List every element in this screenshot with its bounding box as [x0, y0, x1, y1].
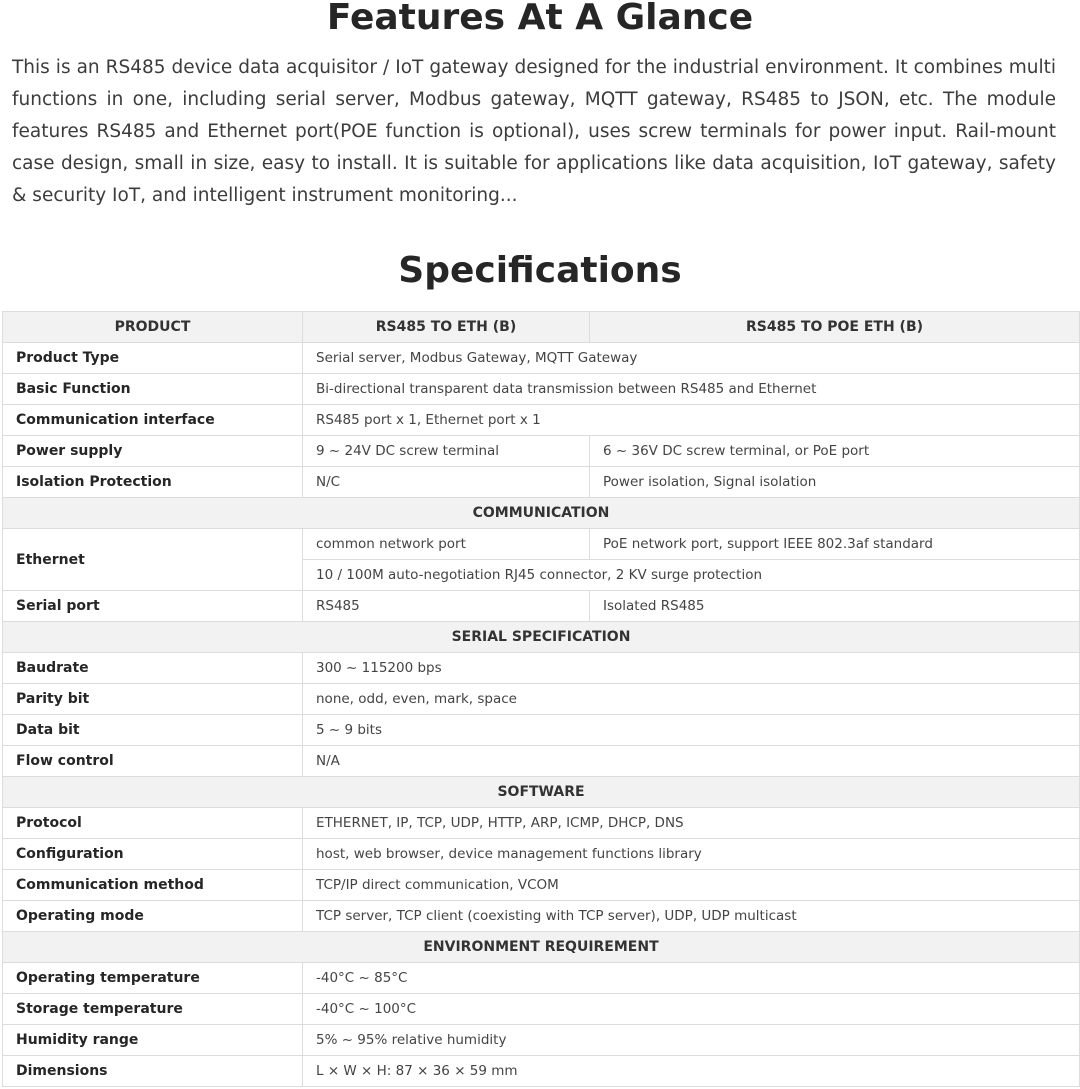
table-row — [3, 839, 1080, 870]
table-row — [3, 529, 1080, 560]
row-value: 5% ~ 95% relative humidity — [303, 1025, 1080, 1056]
row-label: Storage temperature — [3, 994, 303, 1025]
row-value: 5 ~ 9 bits — [303, 715, 1080, 746]
table-row — [3, 746, 1080, 777]
row-value-a: RS485 — [303, 591, 590, 622]
table-row — [3, 467, 1080, 498]
row-value-b: 6 ~ 36V DC screw terminal, or PoE port — [590, 436, 1080, 467]
row-value: none, odd, even, mark, space — [303, 684, 1080, 715]
section-heading: SERIAL SPECIFICATION — [3, 622, 1080, 653]
row-value-a: 9 ~ 24V DC screw terminal — [303, 436, 590, 467]
row-value: ETHERNET, IP, TCP, UDP, HTTP, ARP, ICMP, DHCP, DNS — [303, 808, 1080, 839]
row-value: 300 ~ 115200 bps — [303, 653, 1080, 684]
row-label: Communication method — [3, 870, 303, 901]
row-label: Data bit — [3, 715, 303, 746]
section-heading: SOFTWARE — [3, 777, 1080, 808]
row-label: Operating temperature — [3, 963, 303, 994]
row-label: Flow control — [3, 746, 303, 777]
section-software — [3, 777, 1080, 808]
row-value: host, web browser, device management functions library — [303, 839, 1080, 870]
table-row — [3, 870, 1080, 901]
table-row — [3, 1025, 1080, 1056]
row-label: Basic Function — [3, 374, 303, 405]
specifications-title: Specifications — [398, 250, 682, 291]
table-row — [3, 808, 1080, 839]
row-value: TCP server, TCP client (coexisting with TCP server), UDP, UDP multicast — [303, 901, 1080, 932]
row-value-a: N/C — [303, 467, 590, 498]
table-row — [3, 343, 1080, 374]
section-serial — [3, 622, 1080, 653]
row-value-b: Isolated RS485 — [590, 591, 1080, 622]
row-value: L × W × H: 87 × 36 × 59 mm — [303, 1056, 1080, 1087]
table-row — [3, 436, 1080, 467]
row-value: Serial server, Modbus Gateway, MQTT Gateway — [303, 343, 1080, 374]
features-title: Features At A Glance — [326, 0, 754, 38]
row-label: Humidity range — [3, 1025, 303, 1056]
row-value-b: PoE network port, support IEEE 802.3af standard — [590, 529, 1080, 560]
row-value: RS485 port x 1, Ethernet port x 1 — [303, 405, 1080, 436]
section-heading: ENVIRONMENT REQUIREMENT — [3, 932, 1080, 963]
row-label: Protocol — [3, 808, 303, 839]
row-value-a: common network port — [303, 529, 590, 560]
row-label: Dimensions — [3, 1056, 303, 1087]
row-label: Serial port — [3, 591, 303, 622]
header-product: PRODUCT — [3, 312, 303, 343]
row-value: 10 / 100M auto-negotiation RJ45 connector, 2 KV surge protection — [303, 560, 1080, 591]
table-row — [3, 1056, 1080, 1087]
table-row — [3, 591, 1080, 622]
row-value: -40°C ~ 100°C — [303, 994, 1080, 1025]
section-environment — [3, 932, 1080, 963]
table-row — [3, 653, 1080, 684]
table-row — [3, 374, 1080, 405]
row-value: TCP/IP direct communication, VCOM — [303, 870, 1080, 901]
features-description: This is an RS485 device data acquisitor / IoT gateway designed for the industrial environment. It combines multi functions in one, including serial server, Modbus gateway, MQTT gateway, RS485 to JSON, etc. The module features RS485 and Ethernet port(POE function is optional), uses screw terminals for power input. Rail-mount case design, small in size, easy to install. It is suitable for applications like data acquisition, IoT gateway, safety & security IoT, and intelligent instrument monitoring... — [12, 57, 1056, 206]
row-label: Baudrate — [3, 653, 303, 684]
row-label: Product Type — [3, 343, 303, 374]
section-heading: COMMUNICATION — [3, 498, 1080, 529]
row-label: Ethernet — [3, 529, 303, 591]
table-row — [3, 994, 1080, 1025]
row-label: Power supply — [3, 436, 303, 467]
table-row — [3, 405, 1080, 436]
row-label: Communication interface — [3, 405, 303, 436]
table-row — [3, 715, 1080, 746]
header-model-a: RS485 TO ETH (B) — [303, 312, 590, 343]
row-value: -40°C ~ 85°C — [303, 963, 1080, 994]
specifications-table — [2, 311, 1080, 1087]
row-label: Configuration — [3, 839, 303, 870]
row-value-b: Power isolation, Signal isolation — [590, 467, 1080, 498]
section-communication — [3, 498, 1080, 529]
table-row — [3, 684, 1080, 715]
row-label: Operating mode — [3, 901, 303, 932]
row-value: Bi-directional transparent data transmission between RS485 and Ethernet — [303, 374, 1080, 405]
row-label: Isolation Protection — [3, 467, 303, 498]
table-row — [3, 963, 1080, 994]
table-header-row — [3, 312, 1080, 343]
header-model-b: RS485 TO POE ETH (B) — [590, 312, 1080, 343]
table-row — [3, 901, 1080, 932]
row-label: Parity bit — [3, 684, 303, 715]
row-value: N/A — [303, 746, 1080, 777]
